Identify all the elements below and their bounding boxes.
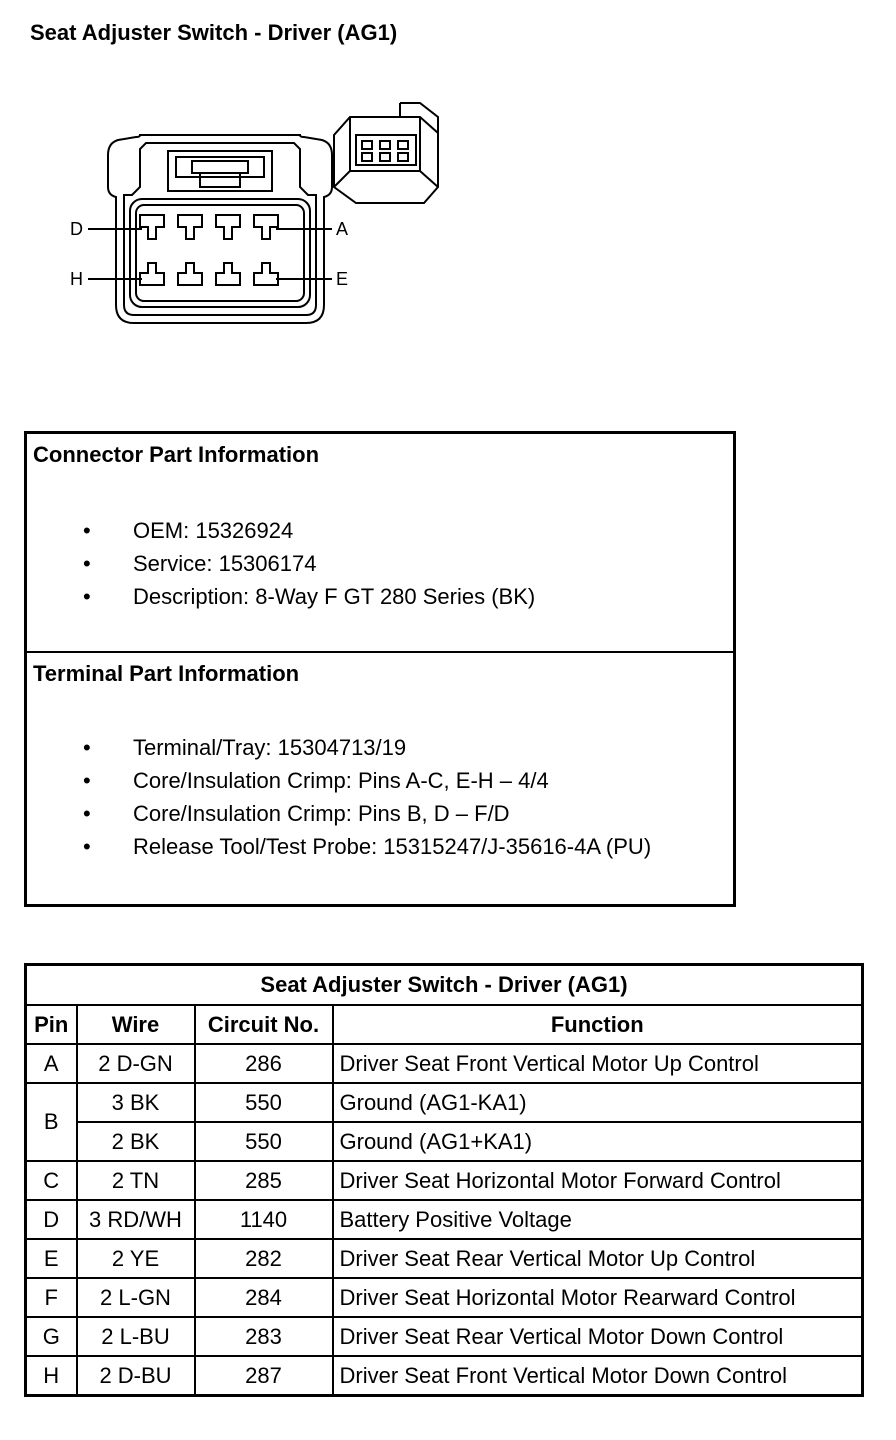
function-cell: Driver Seat Front Vertical Motor Up Control bbox=[333, 1044, 863, 1083]
pin-cell: F bbox=[26, 1278, 77, 1317]
bullet-icon: • bbox=[83, 801, 91, 826]
circuit-cell: 285 bbox=[195, 1161, 333, 1200]
top-terminal-row bbox=[140, 215, 278, 239]
list-item-text: Release Tool/Test Probe: 15315247/J-35616-4A (PU) bbox=[133, 834, 652, 859]
function-cell: Ground (AG1+KA1) bbox=[333, 1122, 863, 1161]
col-header-wire: Wire bbox=[77, 1005, 195, 1044]
list-item bbox=[83, 547, 535, 580]
pin-label-a: A bbox=[336, 219, 349, 239]
bullet-icon: • bbox=[83, 518, 91, 543]
table-caption: Seat Adjuster Switch - Driver (AG1) bbox=[26, 965, 863, 1006]
list-item-text: Core/Insulation Crimp: Pins B, D – F/D bbox=[133, 801, 510, 826]
terminal-part-list bbox=[83, 731, 651, 863]
table-row bbox=[26, 1044, 863, 1083]
connector-part-heading: Connector Part Information bbox=[33, 442, 320, 467]
list-item bbox=[83, 580, 535, 613]
bullet-icon: • bbox=[83, 834, 91, 859]
col-header-function: Function bbox=[333, 1005, 863, 1044]
circuit-cell: 1140 bbox=[195, 1200, 333, 1239]
list-item bbox=[83, 514, 535, 547]
pin-cell: G bbox=[26, 1317, 77, 1356]
wire-cell: 2 BK bbox=[77, 1122, 195, 1161]
pin-cell: E bbox=[26, 1239, 77, 1278]
circuit-cell: 283 bbox=[195, 1317, 333, 1356]
connector-diagram bbox=[60, 95, 460, 335]
function-cell: Driver Seat Front Vertical Motor Down Control bbox=[333, 1356, 863, 1396]
pin-label-d: D bbox=[70, 219, 83, 239]
wire-cell: 2 D-BU bbox=[77, 1356, 195, 1396]
pinout-table bbox=[24, 963, 864, 1397]
table-row bbox=[26, 1200, 863, 1239]
bullet-icon: • bbox=[83, 735, 91, 760]
col-header-pin: Pin bbox=[26, 1005, 77, 1044]
bullet-icon: • bbox=[83, 584, 91, 609]
table-row bbox=[26, 1317, 863, 1356]
pin-cell: D bbox=[26, 1200, 77, 1239]
circuit-cell: 550 bbox=[195, 1083, 333, 1122]
connector-part-section bbox=[27, 434, 733, 653]
wire-cell: 2 YE bbox=[77, 1239, 195, 1278]
list-item-text: Core/Insulation Crimp: Pins A-C, E-H – 4/4 bbox=[133, 768, 549, 793]
table-row bbox=[26, 1239, 863, 1278]
bullet-icon: • bbox=[83, 551, 91, 576]
function-cell: Driver Seat Horizontal Motor Forward Control bbox=[333, 1161, 863, 1200]
table-row bbox=[26, 1356, 863, 1396]
list-item-text: Service: 15306174 bbox=[133, 551, 317, 576]
function-cell: Driver Seat Rear Vertical Motor Down Control bbox=[333, 1317, 863, 1356]
pin-label-e: E bbox=[336, 269, 349, 289]
connector-part-list bbox=[83, 514, 535, 613]
table-row bbox=[26, 1122, 863, 1161]
list-item bbox=[83, 830, 651, 863]
wire-cell: 3 BK bbox=[77, 1083, 195, 1122]
col-header-circuit: Circuit No. bbox=[195, 1005, 333, 1044]
table-row bbox=[26, 1278, 863, 1317]
function-cell: Ground (AG1-KA1) bbox=[333, 1083, 863, 1122]
wire-cell: 2 L-BU bbox=[77, 1317, 195, 1356]
table-row bbox=[26, 1083, 863, 1122]
terminal-part-heading: Terminal Part Information bbox=[33, 661, 300, 686]
pin-cell: H bbox=[26, 1356, 77, 1396]
function-cell: Driver Seat Rear Vertical Motor Up Control bbox=[333, 1239, 863, 1278]
function-cell: Driver Seat Horizontal Motor Rearward Control bbox=[333, 1278, 863, 1317]
pin-cell: C bbox=[26, 1161, 77, 1200]
page-title: Seat Adjuster Switch - Driver (AG1) bbox=[30, 20, 398, 45]
circuit-cell: 550 bbox=[195, 1122, 333, 1161]
circuit-cell: 287 bbox=[195, 1356, 333, 1396]
circuit-cell: 282 bbox=[195, 1239, 333, 1278]
wire-cell: 2 D-GN bbox=[77, 1044, 195, 1083]
list-item-text: OEM: 15326924 bbox=[133, 518, 294, 543]
circuit-cell: 284 bbox=[195, 1278, 333, 1317]
wire-cell: 2 L-GN bbox=[77, 1278, 195, 1317]
table-row bbox=[26, 1161, 863, 1200]
terminal-part-section bbox=[27, 653, 733, 904]
list-item bbox=[83, 797, 651, 830]
pin-cell: A bbox=[26, 1044, 77, 1083]
list-item bbox=[83, 764, 651, 797]
list-item-text: Terminal/Tray: 15304713/19 bbox=[133, 735, 407, 760]
part-info-box bbox=[24, 431, 736, 907]
list-item-text: Description: 8-Way F GT 280 Series (BK) bbox=[133, 584, 536, 609]
list-item bbox=[83, 731, 651, 764]
circuit-cell: 286 bbox=[195, 1044, 333, 1083]
wire-cell: 2 TN bbox=[77, 1161, 195, 1200]
bullet-icon: • bbox=[83, 768, 91, 793]
pin-label-h: H bbox=[70, 269, 83, 289]
function-cell: Battery Positive Voltage bbox=[333, 1200, 863, 1239]
pin-cell: B bbox=[26, 1083, 77, 1161]
connector-3d-sketch bbox=[334, 103, 438, 203]
wire-cell: 3 RD/WH bbox=[77, 1200, 195, 1239]
bottom-terminal-row bbox=[140, 263, 278, 285]
